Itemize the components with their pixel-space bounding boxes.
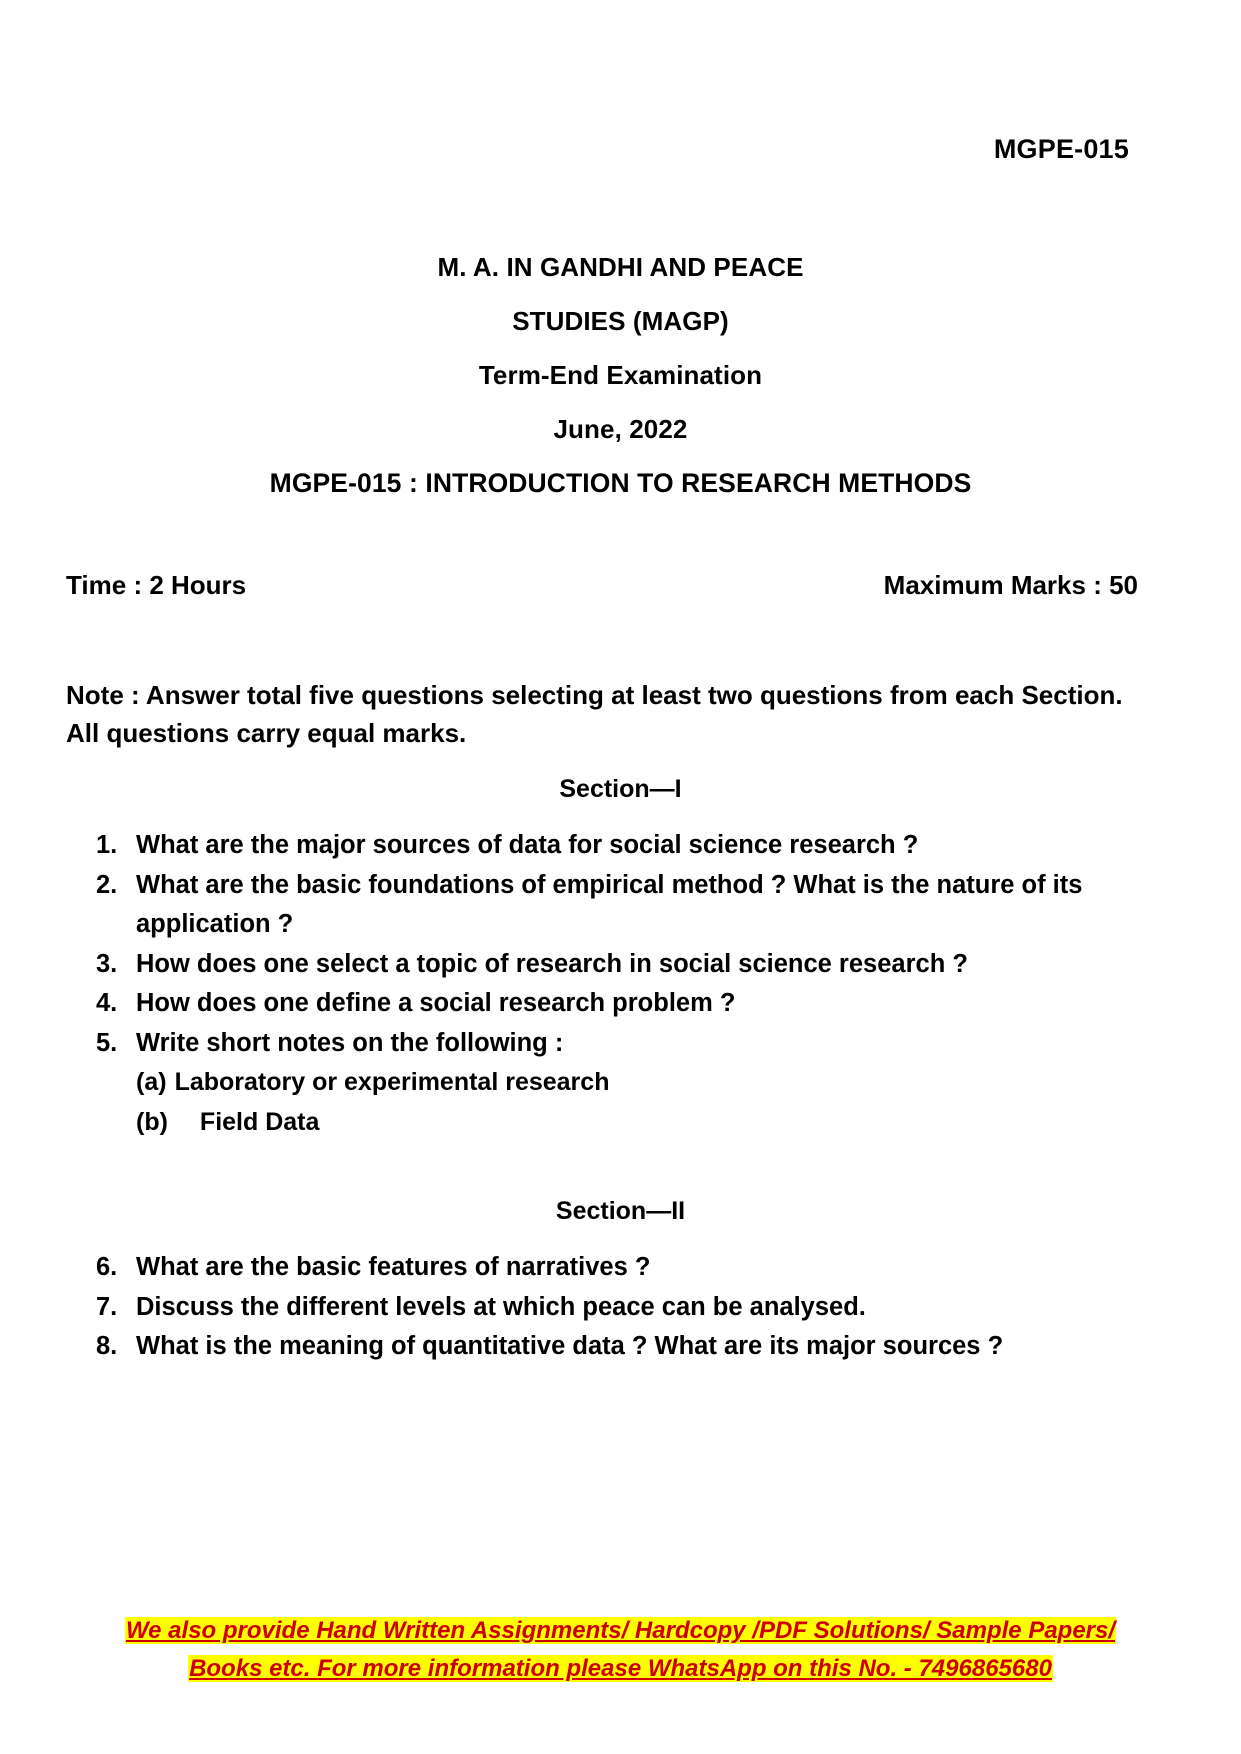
subitem-label: (b) [136, 1107, 168, 1136]
question-item [96, 1248, 1096, 1288]
question-item [96, 1288, 1096, 1328]
question-number: 4. [96, 989, 118, 1017]
question-item [96, 984, 1096, 1024]
question-text: What are the basic features of narratives ? [136, 1253, 651, 1281]
examination-session: June, 2022 [553, 414, 688, 444]
examination-type: Term-End Examination [478, 360, 763, 390]
question-text: How does one define a social research problem ? [136, 989, 736, 1017]
program-title-line-1: M. A. IN GANDHI AND PEACE [437, 252, 804, 282]
question-text: How does one select a topic of research in social science research ? [136, 949, 968, 978]
course-code-header: MGPE-015 [993, 134, 1129, 164]
instructions-note: Note : Answer total five questions selecting at least two questions from each Section. All questions carry equal marks. [66, 680, 1123, 748]
question-item [96, 1327, 1096, 1367]
promotional-banner [0, 1613, 1241, 1689]
section-2-question-list [96, 1248, 1096, 1367]
promo-text-1: We also provide Hand Written Assignments/ Hardcopy /PDF Solutions/ Sample Papers/ [125, 1617, 1116, 1644]
question-text: What is the meaning of quantitative data ? What are its major sources ? [136, 1332, 1004, 1360]
question-item [96, 945, 1096, 985]
question-number: 1. [96, 831, 118, 859]
title-block [0, 240, 1241, 510]
question-item [96, 1024, 1096, 1064]
subitem-label: (a) [136, 1068, 167, 1096]
exam-meta-row [66, 570, 1176, 601]
question-item [96, 826, 1096, 866]
question-number: 3. [96, 949, 118, 978]
question-number: 6. [96, 1253, 118, 1281]
promo-line-1 [0, 1613, 1241, 1651]
promo-text-2: Books etc. For more information please WhatsApp on this No. - 7496865680 [189, 1655, 1052, 1682]
question-number: 7. [96, 1292, 118, 1321]
subject-title: MGPE-015 : INTRODUCTION TO RESEARCH METHODS [269, 468, 972, 498]
question-number: 2. [96, 870, 118, 899]
question-item [96, 866, 1096, 945]
question-number: 5. [96, 1028, 118, 1057]
question-text: What are the major sources of data for social science research ? [136, 831, 919, 859]
question-subitem [96, 1103, 1096, 1143]
section-heading-1: Section—I [559, 775, 682, 803]
question-text: Discuss the different levels at which peace can be analysed. [136, 1292, 866, 1321]
question-5-subitems [96, 1063, 1096, 1142]
subitem-text: Laboratory or experimental research [174, 1068, 610, 1096]
exam-duration: Time : 2 Hours [66, 570, 247, 600]
section-heading-2: Section—II [555, 1197, 686, 1225]
question-subitem [96, 1063, 1096, 1103]
question-number: 8. [96, 1332, 118, 1360]
question-text: What are the basic foundations of empirical method ? What is the nature of its application ? [136, 870, 1083, 938]
maximum-marks: Maximum Marks : 50 [883, 570, 1138, 600]
program-title-line-2: STUDIES (MAGP) [512, 306, 729, 336]
promo-line-2 [0, 1651, 1241, 1689]
question-text: Write short notes on the following : [136, 1028, 564, 1057]
subitem-text: Field Data [199, 1107, 320, 1136]
section-1-question-list [96, 826, 1096, 1142]
